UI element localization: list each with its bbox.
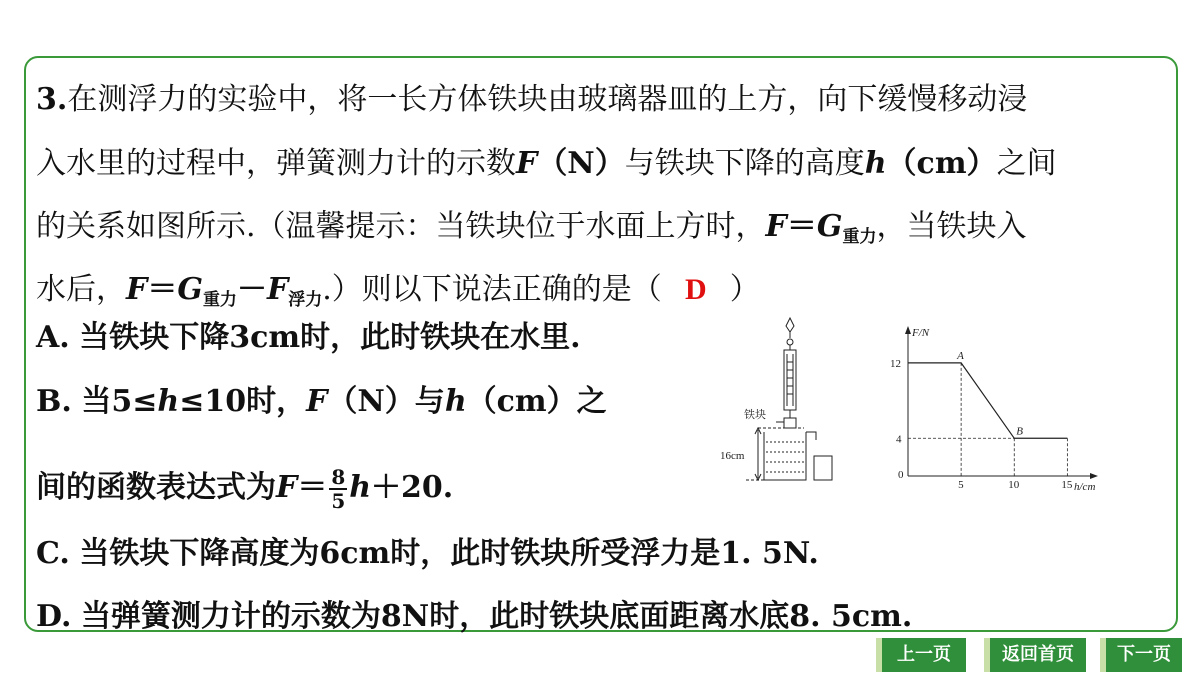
var-g: G <box>177 272 203 307</box>
point-b-label: B <box>1016 425 1023 438</box>
question-line-2 <box>36 144 1057 184</box>
f-h-graph <box>890 326 1098 493</box>
var-h: h <box>157 384 180 419</box>
var-h: h <box>444 384 467 419</box>
question-stem-4b: .）则以下说法正确的是（ <box>322 272 662 307</box>
question-stem-3a: 的关系如图所示.（温馨提示：当铁块位于水面上方时， <box>36 209 766 244</box>
block-label: 铁块 <box>744 409 766 421</box>
origin-label: 0 <box>898 469 904 481</box>
question-stem-2a: 入水里的过程中，弹簧测力计的示数 <box>36 146 516 181</box>
subscript-gravity: 重力 <box>842 227 877 247</box>
home-button[interactable]: 返回首页 <box>984 638 1086 672</box>
subscript-gravity: 重力 <box>202 290 237 310</box>
unit-cm: （cm） <box>886 146 997 181</box>
var-g: G <box>816 209 843 244</box>
question-stem-1: 在测浮力的实验中，将一长方体铁块由玻璃器皿的上方，向下缓慢移动浸 <box>67 82 1028 117</box>
question-stem-4c: ） <box>729 272 760 307</box>
var-f: F <box>516 146 538 181</box>
var-f: F <box>126 272 148 307</box>
series-line <box>908 363 1067 438</box>
question-stem-4a: 水后， <box>36 272 126 307</box>
option-b-line-2 <box>36 466 453 512</box>
small-container <box>814 456 832 480</box>
option-b-text-4: （cm）之 <box>466 384 607 419</box>
y-tick-label: 4 <box>896 433 902 446</box>
equals-sign: ＝ <box>297 470 328 505</box>
var-f: F <box>306 384 328 419</box>
minus-sign: － <box>236 272 267 307</box>
hook-icon <box>786 318 794 332</box>
option-b-label: B. <box>36 384 72 419</box>
question-stem-3b: ，当铁块入 <box>876 209 1027 244</box>
figure <box>720 314 1118 504</box>
prev-page-button[interactable]: 上一页 <box>876 638 966 672</box>
fraction-denominator: 5 <box>331 489 346 513</box>
question-line-1 <box>36 80 1027 120</box>
option-d-text: 当弹簧测力计的示数为8N时，此时铁块底面距离水底8. 5cm. <box>80 599 913 634</box>
option-b-text-3: （N）与 <box>327 384 445 419</box>
option-c-label: C. <box>36 536 70 571</box>
x-axis-arrow <box>1090 473 1098 479</box>
option-c-text: 当铁块下降高度为6cm时，此时铁块所受浮力是1. 5N. <box>79 536 819 571</box>
option-b <box>36 382 607 422</box>
answer-mark: D <box>684 273 707 306</box>
iron-block <box>784 418 796 428</box>
x-axis-label: h/cm <box>1074 481 1096 493</box>
x-tick-label: 10 <box>1008 479 1020 491</box>
depth-label: 16cm <box>720 450 745 462</box>
var-f: F <box>266 272 289 307</box>
spring-scale <box>784 350 796 410</box>
option-a-label: A. <box>36 320 70 355</box>
equals-sign: ＝ <box>786 209 817 244</box>
var-f: F <box>276 470 298 505</box>
option-d <box>36 597 912 637</box>
x-tick-label: 15 <box>1061 479 1073 491</box>
y-axis-arrow <box>905 326 911 334</box>
apparatus-illustration <box>746 318 832 480</box>
option-a-text: 当铁块下降3cm时，此时铁块在水里. <box>79 320 581 355</box>
option-b-text-2: ≤10时， <box>179 384 307 419</box>
fraction-8-5 <box>329 466 347 512</box>
question-stem-2b: 与铁块下降的高度 <box>624 146 865 181</box>
x-tick-label: 5 <box>958 479 964 491</box>
var-h: h <box>864 146 887 181</box>
question-line-3 <box>36 207 1026 257</box>
unit-n: （N） <box>537 146 625 181</box>
y-tick-label: 12 <box>890 357 901 370</box>
equals-sign: ＝ <box>147 272 178 307</box>
glass-beaker <box>764 432 806 480</box>
option-c <box>36 534 819 574</box>
option-a <box>36 318 581 358</box>
question-line-4 <box>36 270 760 320</box>
option-b-line2-text: 间的函数表达式为 <box>36 470 276 505</box>
var-f: F <box>765 209 787 244</box>
option-d-label: D. <box>36 599 72 634</box>
point-a-label: A <box>957 349 964 362</box>
subscript-buoyancy: 浮力 <box>288 290 323 310</box>
question-stem-2c: 之间 <box>996 146 1057 181</box>
question-number: 3. <box>36 82 68 117</box>
nav-bar <box>0 638 1200 672</box>
fraction-numerator: 8 <box>331 465 346 489</box>
y-axis-label: F/N <box>912 327 930 339</box>
option-b-text-1: 当5≤ <box>81 384 158 419</box>
option-b-line2-tail: ＋20. <box>371 470 454 505</box>
var-h: h <box>349 470 372 505</box>
next-page-button[interactable]: 下一页 <box>1100 638 1182 672</box>
